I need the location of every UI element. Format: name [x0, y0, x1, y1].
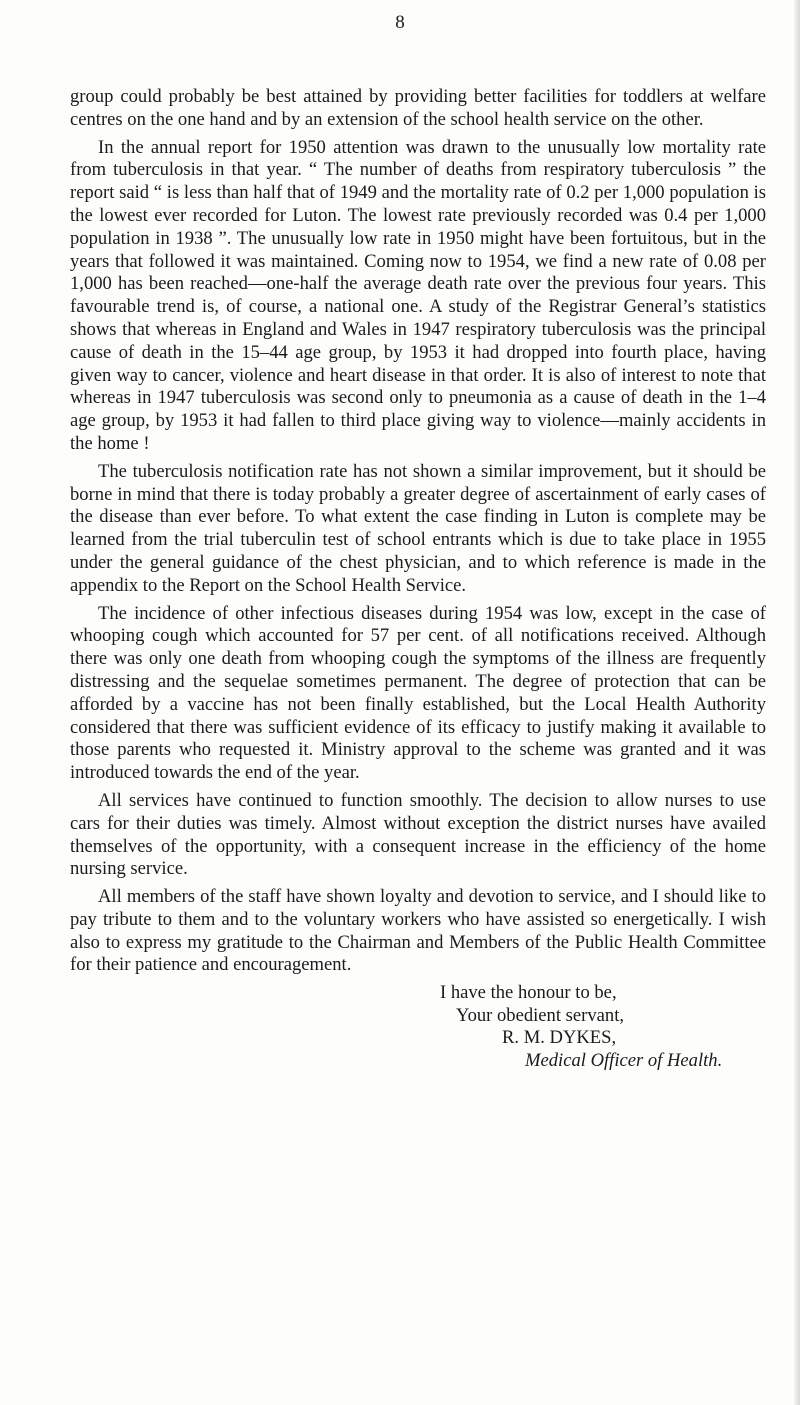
page-number: 8 — [395, 12, 405, 33]
closing-block — [70, 982, 766, 1072]
report-body — [70, 86, 766, 1072]
paragraph-continuation: group could probably be best attained by providing better facilities for toddlers at welfare centres on the one hand and by an extension of the school health service on the other. — [70, 86, 766, 130]
paragraph-tuberculosis-mortality: In the annual report for 1950 attention was drawn to the unusually low mortality rate from tuberculosis in that year. “ The number of deaths from respiratory tuberculosis ” the report said “ is less than half that of 1949 and the mortality rate of 0.2 per 1,000 population is the lowest ever recorded for Luton. The lowest rate previously recorded was 0.4 per 1,000 population in 1938 ”. The unusually low rate in 1950 might have been fortuitous, but in the years that followed it was maintained. Coming now to 1954, we find a new rate of 0.08 per 1,000 has been reached—one-half the average death rate over the previous four years. This favourable trend is, of course, a national one. A study of the Registrar General’s statistics shows that whereas in England and Wales in 1947 respiratory tuberculosis was the principal cause of death in the 15–44 age group, by 1953 it had dropped into fourth place, having given way to cancer, violence and heart disease in that order. It is also of interest to note that whereas in 1947 tuberculosis was second only to pneumonia as a cause of death in the 1–4 age group, by 1953 it had fallen to third place giving way to violence—mainly accidents in the home ! — [70, 136, 766, 454]
page-edge-shadow — [794, 0, 800, 1405]
paragraph-infectious-diseases: The incidence of other infectious diseases during 1954 was low, except in the case of whooping cough which accounted for 57 per cent. of all notifications received. Although there was only one death from whooping cough the symptoms of the illness are frequently distressing and the sequelae sometimes permanent. The degree of protection that can be afforded by a vaccine has not been finally established, but the Local Health Authority considered that there was sufficient evidence of its efficacy to justify making it available to those parents who requested it. Ministry approval to the scheme was granted and it was introduced towards the end of the year. — [70, 602, 766, 784]
paragraph-staff-tribute: All members of the staff have shown loyalty and devotion to service, and I should like to pay tribute to them and to the voluntary workers who have assisted so energetically. I wish also to express my gratitude to the Chairman and Members of the Public Health Committee for their patience and encouragement. — [70, 886, 766, 976]
signature-name: R. M. DYKES, — [502, 1027, 617, 1049]
paragraph-services: All services have continued to function smoothly. The decision to allow nurses to use cars for their duties was timely. Almost without exception the district nurses have availed themselves of the opportunity, with a consequent increase in the efficiency of the home nursing service. — [70, 789, 766, 880]
signature-title: Medical Officer of Health. — [525, 1049, 723, 1071]
closing-servant-line: Your obedient servant, — [456, 1004, 625, 1026]
closing-honour-line: I have the honour to be, — [440, 982, 617, 1004]
paragraph-notification-rate: The tuberculosis notification rate has not shown a similar improvement, but it should be borne in mind that there is today probably a greater degree of ascertainment of early cases of the disease than ever before. To what extent the case finding in Luton is complete may be learned from the trial tuberculin test of school entrants which is due to take place in 1955 under the general guidance of the chest physician, and to which reference is made in the appendix to the Report on the School Health Service. — [70, 460, 766, 596]
